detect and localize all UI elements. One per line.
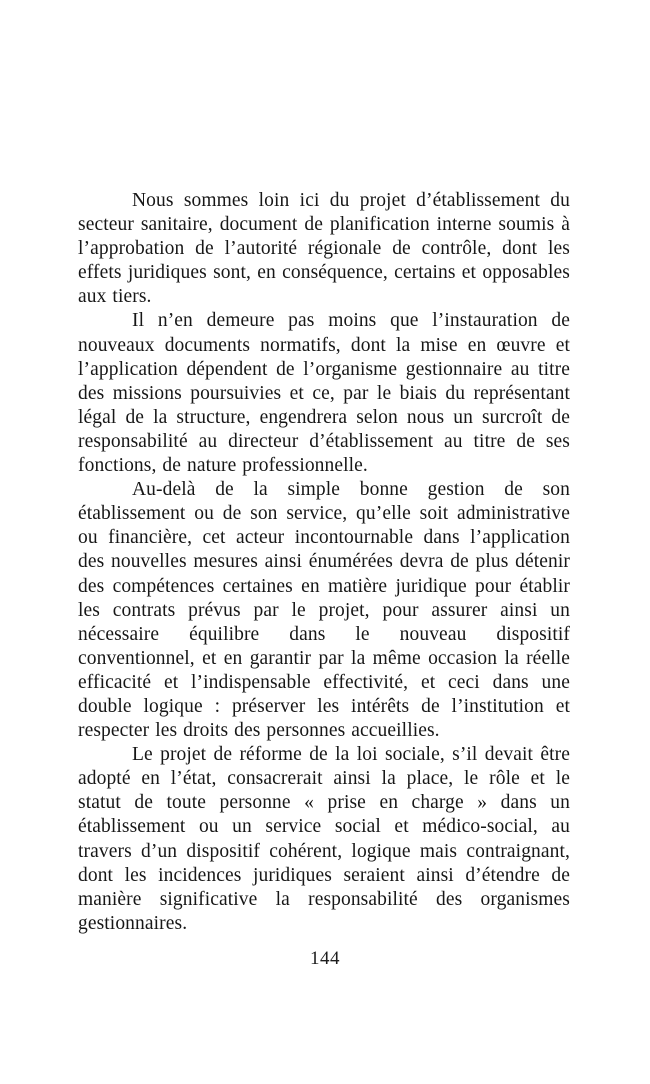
- page-number: 144: [310, 948, 340, 969]
- body-paragraph: Le projet de réforme de la loi sociale, s’il devait être adopté en l’état, consacrerait ainsi la place, le rôle et le statut de toute personne « prise en charge » dans un établissement ou un service social et médico-social, au travers d’un dispositif cohérent, logique mais contraignant, dont les incidences juridiques seraient ainsi d’étendre de manière significative la responsabilité des organismes gestionnaires.: [78, 744, 570, 934]
- body-paragraph: Il n’en demeure pas moins que l’instauration de nouveaux documents normatifs, dont la mise en œuvre et l’application dépendent de l’organisme gestionnaire au titre des missions poursuivies et ce, par le biais du représentant légal de la structure, engendrera selon nous un surcroît de responsabilité au directeur d’établissement au titre de ses fonctions, de nature professionnelle.: [78, 310, 570, 477]
- body-paragraph: Au-delà de la simple bonne gestion de son établissement ou de son service, qu’elle soit administrative ou financière, cet acteur incontournable dans l’application des nouvelles mesures ainsi énumérées devra de plus détenir des compétences certaines en matière juridique pour établir les contrats prévus par le projet, pour assurer ainsi un nécessaire équilibre dans le nouveau dispositif conventionnel, et en garantir par la même occasion la réelle efficacité et l’indispensable effectivité, et ceci dans une double logique : préserver les intérêts de l’institution et respecter les droits des personnes accueillies.: [78, 479, 570, 742]
- body-text: [78, 189, 570, 936]
- body-paragraph: Nous sommes loin ici du projet d’établissement du secteur sanitaire, document de planification interne soumis à l’approbation de l’autorité régionale de contrôle, dont les effets juridiques sont, en conséquence, certains et opposables aux tiers.: [78, 190, 570, 308]
